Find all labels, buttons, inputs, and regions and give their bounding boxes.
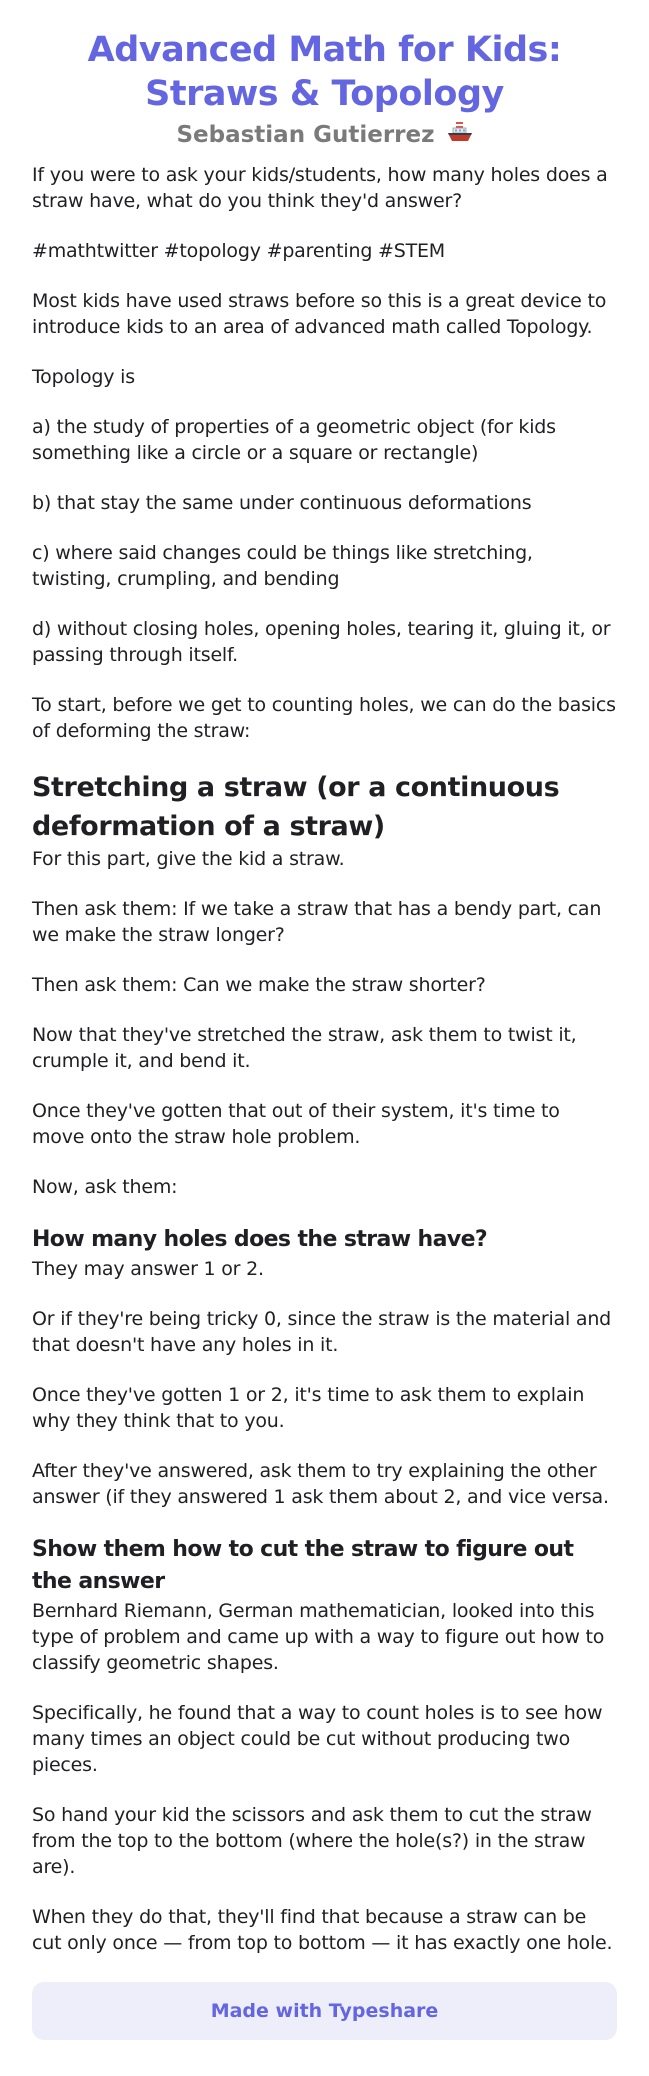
topology-point-b: b) that stay the same under continuous deformations: [32, 492, 532, 514]
section2-paragraph-4: After they've answered, ask them to try explaining the other answer (if they answered 1 ask them about 2, and vice versa.: [32, 1460, 609, 1508]
section3-paragraph-2: Specifically, he found that a way to count holes is to see how many times an object could be cut without producing two pieces.: [32, 1702, 603, 1776]
section2-paragraph-3: Once they've gotten 1 or 2, it's time to ask them to explain why they think that to you.: [32, 1384, 585, 1432]
section1-paragraph-6: Now, ask them:: [32, 1176, 178, 1198]
ship-icon: [447, 120, 473, 152]
section2-paragraph-1: They may answer 1 or 2.: [32, 1258, 264, 1280]
hashtags: #mathtwitter #topology #parenting #STEM: [32, 240, 446, 262]
section3-paragraph-1: Bernhard Riemann, German mathematician, looked into this type of problem and came up with a way to figure out how to classify geometric shapes.: [32, 1600, 605, 1674]
intro-paragraph-3: Most kids have used straws before so this is a great device to introduce kids to an area of advanced math called Topology.: [32, 290, 607, 338]
section-heading-holes: How many holes does the straw have?: [32, 1227, 488, 1252]
section3-paragraph-3: So hand your kid the scissors and ask them to cut the straw from the top to the bottom (where the hole(s?) in the straw are).: [32, 1804, 592, 1878]
author-name: Sebastian Gutierrez: [176, 122, 435, 148]
intro-paragraph-1: If you were to ask your kids/students, how many holes does a straw have, what do you think they'd answer?: [32, 164, 608, 212]
section1-paragraph-3: Then ask them: Can we make the straw shorter?: [32, 974, 486, 996]
section1-paragraph-5: Once they've gotten that out of their system, it's time to move onto the straw hole problem.: [32, 1100, 560, 1148]
article: [0, 28, 649, 2040]
section1-paragraph-1: For this part, give the kid a straw.: [32, 848, 345, 870]
author-line: [32, 120, 617, 152]
intro-paragraph-9: To start, before we get to counting holes, we can do the basics of deforming the straw:: [32, 694, 616, 742]
footer-label[interactable]: Made with Typeshare: [210, 2000, 439, 2022]
section1-paragraph-2: Then ask them: If we take a straw that has a bendy part, can we make the straw longer?: [32, 898, 602, 946]
topology-point-d: d) without closing holes, opening holes, tearing it, gluing it, or passing through itself.: [32, 618, 611, 666]
topology-point-a: a) the study of properties of a geometric object (for kids something like a circle or a square or rectangle): [32, 416, 556, 464]
section3-paragraph-4: When they do that, they'll find that because a straw can be cut only once — from top to bottom — it has exactly one hole.: [32, 1906, 613, 1954]
section1-paragraph-4: Now that they've stretched the straw, ask them to twist it, crumple it, and bend it.: [32, 1024, 577, 1072]
topology-point-c: c) where said changes could be things like stretching, twisting, crumpling, and bending: [32, 542, 533, 590]
section-heading-cut: Show them how to cut the straw to figure out the answer: [32, 1537, 574, 1594]
intro-paragraph-4: Topology is: [32, 366, 135, 388]
typeshare-footer[interactable]: [32, 1982, 617, 2040]
section-heading-stretching: Stretching a straw (or a continuous deformation of a straw): [32, 772, 560, 842]
page-title: Advanced Math for Kids: Straws & Topology: [87, 30, 562, 114]
section2-paragraph-2: Or if they're being tricky 0, since the straw is the material and that doesn't have any holes in it.: [32, 1308, 612, 1356]
